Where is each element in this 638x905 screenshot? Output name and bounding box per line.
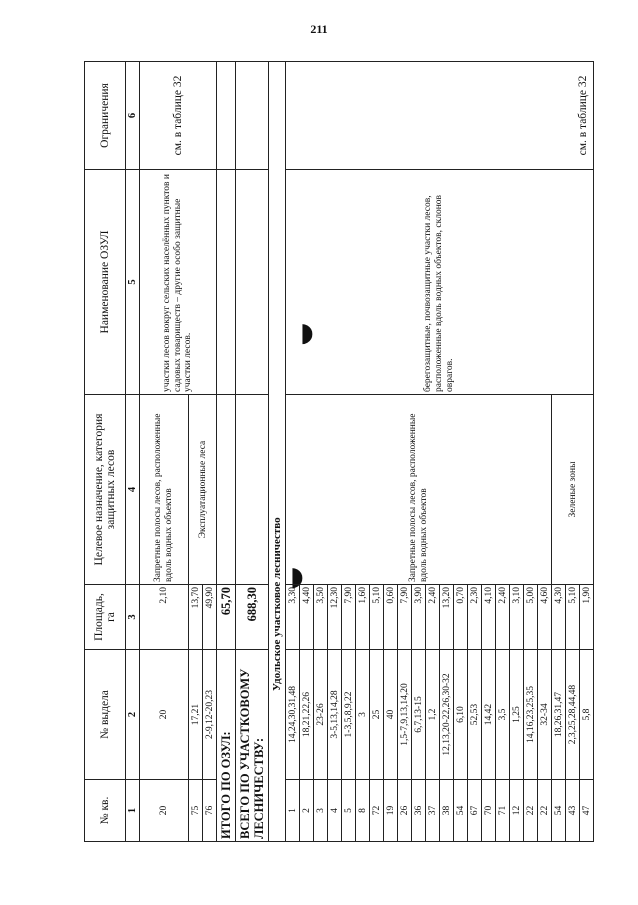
cell-area: 4,60 [538,585,552,650]
scan-mark: ◗ [300,318,314,348]
cell-ozul: участки лесов вокруг сельских населённых пунктов и садовых товариществ – другие особо защитные участки лесов. [140,170,217,395]
col-number: 2 [126,650,140,780]
column-number-row [126,62,140,842]
cell-vydel: 12,13,20-22,26,30-32 [440,650,454,780]
cell-area: 2,40 [496,585,510,650]
scan-mark: ◗ [290,562,304,592]
cell-vydel: 52,53 [468,650,482,780]
cell-vydel: 3-5,13,14,28 [328,650,342,780]
table-row [140,62,189,842]
cell-kv: 22 [538,780,552,842]
cell-kv: 2 [300,780,314,842]
col-number: 5 [126,170,140,395]
cell-kv: 4 [328,780,342,842]
cell-area: 2,40 [426,585,440,650]
cell-area: 5,10 [370,585,384,650]
cell-kv: 67 [468,780,482,842]
col-number: 1 [126,780,140,842]
cell-area: 4,40 [300,585,314,650]
total-ozul-label: ИТОГО ПО ОЗУЛ: [217,650,236,842]
cell-area: 3,30 [286,585,300,650]
col-number: 6 [126,62,140,170]
cell-kv: 54 [454,780,468,842]
cell-area: 13,20 [440,585,454,650]
cell-purpose: Зеленые зоны [552,395,594,585]
cell-kv: 26 [398,780,412,842]
cell-area: 5,10 [566,585,580,650]
total-district-row [236,62,269,842]
cell-vydel: 3 [356,650,370,780]
cell-area: 2,10 [140,585,189,650]
cell-area: 1,90 [580,585,594,650]
col-number: 3 [126,585,140,650]
header-area: Площадь, га [85,585,126,650]
header-vydel: № выдела [85,650,126,780]
cell-kv: 38 [440,780,454,842]
cell-kv: 22 [524,780,538,842]
cell-area: 0,60 [384,585,398,650]
rotated-table-container [84,62,592,842]
cell-kv: 54 [552,780,566,842]
cell-area: 3,50 [314,585,328,650]
total-ozul-row [217,62,236,842]
cell-kv: 72 [370,780,384,842]
cell-area: 2,30 [468,585,482,650]
cell-ozul: берегозащитные, почвозащитные участки лесов, расположенные вдоль водных объектов, склонов оврагов. [286,170,594,395]
cell-area: 1,60 [356,585,370,650]
cell-kv: 19 [384,780,398,842]
cell-limits: см. в таблице 32 [140,62,217,170]
cell-vydel: 23-26 [314,650,328,780]
cell-vydel: 32-34 [538,650,552,780]
total-district-label: ВСЕГО ПО УЧАСТКОВОМУ ЛЕСНИЧЕСТВУ: [236,650,269,842]
cell-vydel: 3,5 [496,650,510,780]
cell-vydel: 20 [140,650,189,780]
cell-vydel: 2,3,25,28,44,48 [566,650,580,780]
cell-kv: 1 [286,780,300,842]
cell-area: 7,90 [398,585,412,650]
cell-area: 0,70 [454,585,468,650]
col-number: 4 [126,395,140,585]
cell-area: 4,10 [482,585,496,650]
cell-vydel: 17,21 [189,650,203,780]
cell-vydel: 14,16,23,25,35 [524,650,538,780]
cell-kv: 47 [580,780,594,842]
header-purpose: Целевое назначение, категория защитных лесов [85,395,126,585]
cell-kv: 12 [510,780,524,842]
cell-area: 7,90 [342,585,356,650]
cell-purpose: Запретные полосы лесов, расположенные вдоль водных объектов [286,395,552,585]
cell-area: 3,10 [510,585,524,650]
section-title: Удольское участковое лесничество [269,62,286,842]
header-ozul: Наименование ОЗУЛ [85,170,126,395]
cell-vydel: 6,10 [454,650,468,780]
cell-purpose: Эксплуатационные леса [189,395,217,585]
cell-vydel: 14,42 [482,650,496,780]
cell-purpose: Запретные полосы лесов, расположенные вдоль водных объектов [140,395,189,585]
cell-kv: 70 [482,780,496,842]
total-district-value: 688,30 [236,585,269,650]
page-number: 211 [310,22,328,36]
cell-area: 12,30 [328,585,342,650]
cell-kv: 5 [342,780,356,842]
cell-area: 5,00 [524,585,538,650]
cell-area: 13,70 [189,585,203,650]
section-title-row [269,62,286,842]
cell-area: 49,90 [203,585,217,650]
table-row [286,62,300,842]
cell-vydel: 25 [370,650,384,780]
cell-vydel: 6,7,13-15 [412,650,426,780]
cell-vydel: 14,24,30,31,48 [286,650,300,780]
cell-kv: 20 [140,780,189,842]
ozul-table [84,61,594,842]
cell-vydel: 5,8 [580,650,594,780]
cell-vydel: 40 [384,650,398,780]
cell-kv: 8 [356,780,370,842]
cell-kv: 3 [314,780,328,842]
total-ozul-value: 65,70 [217,585,236,650]
cell-kv: 71 [496,780,510,842]
cell-kv: 76 [203,780,217,842]
cell-vydel: 18,26,31,47 [552,650,566,780]
cell-kv: 43 [566,780,580,842]
cell-vydel: 18,21,22,26 [300,650,314,780]
header-limits: Ограничения [85,62,126,170]
cell-kv: 36 [412,780,426,842]
header-row [85,62,126,842]
cell-area: 3,90 [412,585,426,650]
cell-vydel: 1,5-7,9,13,14,20 [398,650,412,780]
cell-kv: 37 [426,780,440,842]
cell-vydel: 2-9,12-20,23 [203,650,217,780]
cell-vydel: 1,2 [426,650,440,780]
cell-limits: см. в таблице 32 [286,62,594,170]
header-kv: № кв. [85,780,126,842]
cell-vydel: 1-3,5,8,9,22 [342,650,356,780]
cell-area: 4,30 [552,585,566,650]
cell-vydel: 1,25 [510,650,524,780]
cell-kv: 75 [189,780,203,842]
